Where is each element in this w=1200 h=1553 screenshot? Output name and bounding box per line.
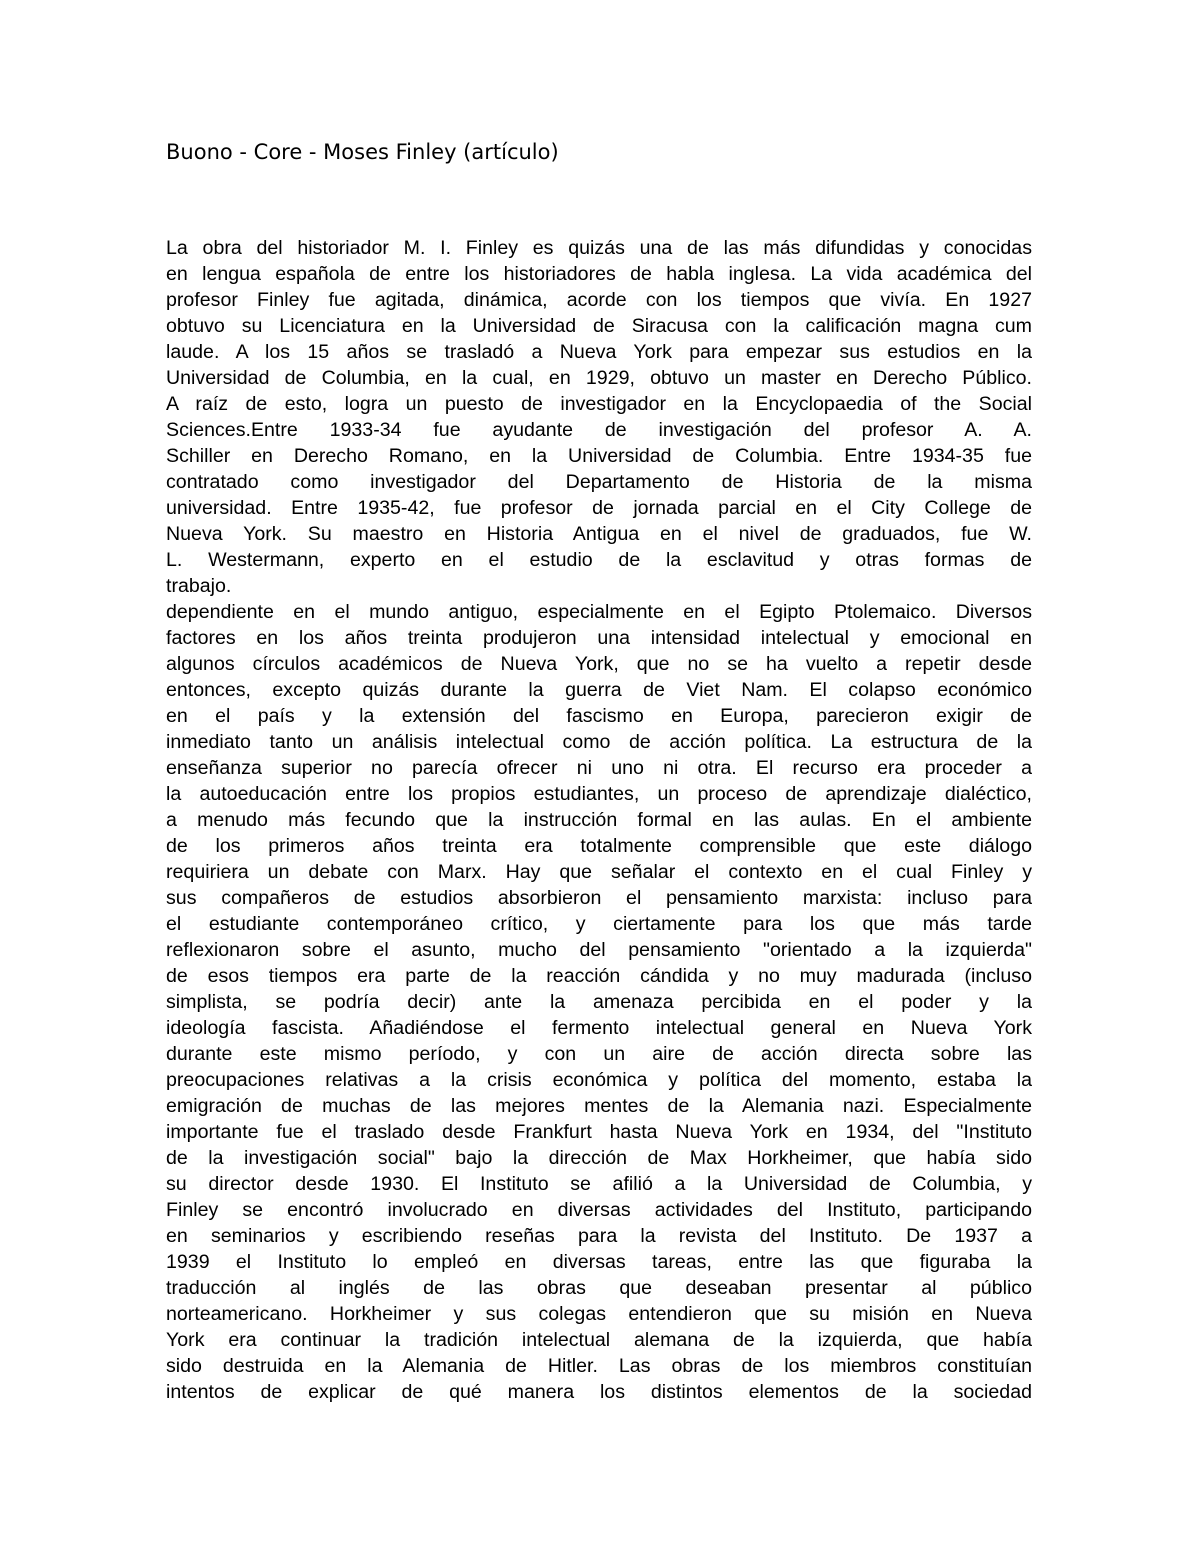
body-line: L. Westermann, experto en el estudio de la esclavitud y otras formas de bbox=[166, 549, 1032, 571]
body-line: traducción al inglés de las obras que deseaban presentar al público bbox=[166, 1277, 1032, 1299]
body-line: Sciences.Entre 1933-34 fue ayudante de investigación del profesor A. A. bbox=[166, 419, 1032, 441]
body-line: York era continuar la tradición intelectual alemana de la izquierda, que había bbox=[166, 1329, 1032, 1351]
body-line: enseñanza superior no parecía ofrecer ni uno ni otra. El recurso era proceder a bbox=[166, 757, 1032, 779]
body-line: en seminarios y escribiendo reseñas para la revista del Instituto. De 1937 a bbox=[166, 1225, 1032, 1247]
body-line: obtuvo su Licenciatura en la Universidad de Siracusa con la calificación magna cum bbox=[166, 315, 1032, 337]
body-line: intentos de explicar de qué manera los distintos elementos de la sociedad bbox=[166, 1381, 1032, 1403]
body-line: su director desde 1930. El Instituto se afilió a la Universidad de Columbia, y bbox=[166, 1173, 1032, 1195]
body-line: algunos círculos académicos de Nueva York, que no se ha vuelto a repetir desde bbox=[166, 653, 1032, 675]
body-line: Universidad de Columbia, en la cual, en 1929, obtuvo un master en Derecho Público. bbox=[166, 367, 1032, 389]
body-line: sido destruida en la Alemania de Hitler. Las obras de los miembros constituían bbox=[166, 1355, 1032, 1377]
document-body bbox=[166, 235, 1032, 1405]
document-title: Buono - Core - Moses Finley (artículo) bbox=[166, 140, 559, 164]
body-line: de la investigación social" bajo la dirección de Max Horkheimer, que había sido bbox=[166, 1147, 1032, 1169]
body-line: inmediato tanto un análisis intelectual como de acción política. La estructura de la bbox=[166, 731, 1032, 753]
body-line: reflexionaron sobre el asunto, mucho del pensamiento "orientado a la izquierda" bbox=[166, 939, 1032, 961]
body-line: contratado como investigador del Departamento de Historia de la misma bbox=[166, 471, 1032, 493]
body-line: importante fue el traslado desde Frankfurt hasta Nueva York en 1934, del "Instituto bbox=[166, 1121, 1032, 1143]
body-line: requiriera un debate con Marx. Hay que señalar el contexto en el cual Finley y bbox=[166, 861, 1032, 883]
body-line: la autoeducación entre los propios estudiantes, un proceso de aprendizaje dialéctico, bbox=[166, 783, 1032, 805]
body-line: 1939 el Instituto lo empleó en diversas tareas, entre las que figuraba la bbox=[166, 1251, 1032, 1273]
body-line: La obra del historiador M. I. Finley es quizás una de las más difundidas y conocidas bbox=[166, 237, 1032, 259]
body-line: simplista, se podría decir) ante la amenaza percibida en el poder y la bbox=[166, 991, 1032, 1013]
body-line: trabajo. bbox=[166, 575, 232, 597]
body-line: sus compañeros de estudios absorbieron el pensamiento marxista: incluso para bbox=[166, 887, 1032, 909]
body-line: Nueva York. Su maestro en Historia Antigua en el nivel de graduados, fue W. bbox=[166, 523, 1032, 545]
body-line: profesor Finley fue agitada, dinámica, acorde con los tiempos que vivía. En 1927 bbox=[166, 289, 1032, 311]
body-line: preocupaciones relativas a la crisis económica y política del momento, estaba la bbox=[166, 1069, 1032, 1091]
body-line: factores en los años treinta produjeron una intensidad intelectual y emocional en bbox=[166, 627, 1032, 649]
body-line: laude. A los 15 años se trasladó a Nueva York para empezar sus estudios en la bbox=[166, 341, 1032, 363]
body-line: el estudiante contemporáneo crítico, y ciertamente para los que más tarde bbox=[166, 913, 1032, 935]
body-line: en el país y la extensión del fascismo en Europa, parecieron exigir de bbox=[166, 705, 1032, 727]
body-line: universidad. Entre 1935-42, fue profesor de jornada parcial en el City College de bbox=[166, 497, 1032, 519]
body-line: A raíz de esto, logra un puesto de investigador en la Encyclopaedia of the Social bbox=[166, 393, 1032, 415]
body-line: durante este mismo período, y con un aire de acción directa sobre las bbox=[166, 1043, 1032, 1065]
body-line: de los primeros años treinta era totalmente comprensible que este diálogo bbox=[166, 835, 1032, 857]
body-line: ideología fascista. Añadiéndose el fermento intelectual general en Nueva York bbox=[166, 1017, 1032, 1039]
body-line: emigración de muchas de las mejores mentes de la Alemania nazi. Especialmente bbox=[166, 1095, 1032, 1117]
body-line: de esos tiempos era parte de la reacción cándida y no muy madurada (incluso bbox=[166, 965, 1032, 987]
body-line: en lengua española de entre los historiadores de habla inglesa. La vida académica del bbox=[166, 263, 1032, 285]
body-line: Finley se encontró involucrado en diversas actividades del Instituto, participando bbox=[166, 1199, 1032, 1221]
body-line: dependiente en el mundo antiguo, especialmente en el Egipto Ptolemaico. Diversos bbox=[166, 601, 1032, 623]
body-line: a menudo más fecundo que la instrucción formal en las aulas. En el ambiente bbox=[166, 809, 1032, 831]
body-line: norteamericano. Horkheimer y sus colegas entendieron que su misión en Nueva bbox=[166, 1303, 1032, 1325]
body-line: entonces, excepto quizás durante la guerra de Viet Nam. El colapso económico bbox=[166, 679, 1032, 701]
body-line: Schiller en Derecho Romano, en la Universidad de Columbia. Entre 1934-35 fue bbox=[166, 445, 1032, 467]
